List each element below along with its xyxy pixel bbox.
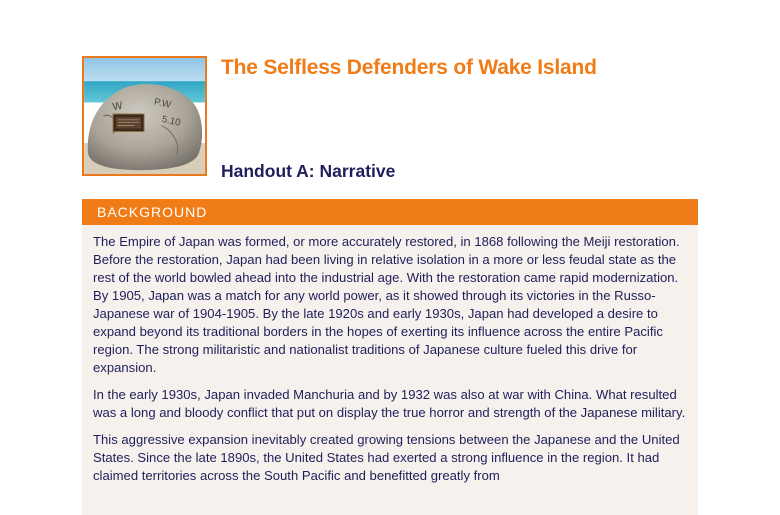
paragraph: This aggressive expansion inevitably created growing tensions between the Japanese and the United States. Since the late 1890s, the United States had exerted a strong influence in the region. It had claimed territories across the South Pacific and benefitted greatly from [93,432,680,483]
paragraph: The Empire of Japan was formed, or more accurately restored, in 1868 following the Meiji restoration. Before the restoration, Japan had been living in relative isolation in a more or less feudal state as the rest of the world bowled ahead into the industrial age. With the restoration came rapid modernization. By 1905, Japan was a match for any world power, as it showed through its victories in the Russo-Japanese war of 1904-1905. By the late 1920s and early 1930s, Japan had developed a desire to expand beyond its traditional borders in the hopes of exerting its influence across the entire Pacific region. The strong militaristic and nationalist traditions of Japanese culture fueled this drive for expansion. [93,234,680,375]
page-title: The Selfless Defenders of Wake Island [221,56,597,79]
svg-text:5.10: 5.10 [160,113,182,129]
handout-subtitle: Handout A: Narrative [221,161,396,181]
svg-text:P.W: P.W [153,96,172,111]
section-heading: BACKGROUND [97,204,208,220]
wake-island-rock-photo [82,56,207,176]
svg-text:W: W [111,99,124,114]
paragraph: In the early 1930s, Japan invaded Manchuria and by 1932 was also at war with China. What resulted was a long and bloody conflict that put on display the true horror and strength of the Japanese military. [93,387,686,420]
section-header-bar [82,199,698,225]
background-panel [82,225,698,515]
rock-image [84,58,205,174]
